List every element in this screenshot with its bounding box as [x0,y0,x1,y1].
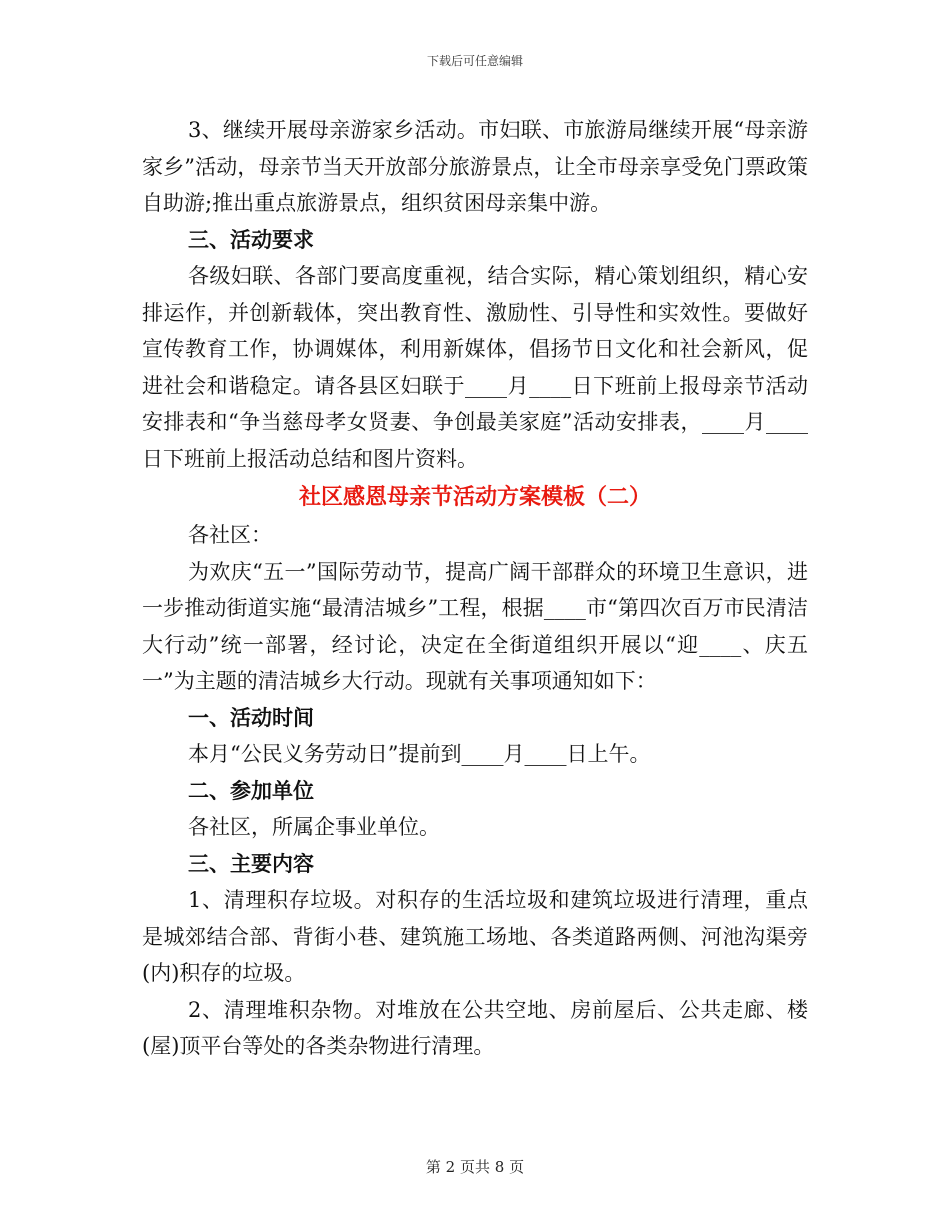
paragraph-salutation: 各社区： [188,523,272,547]
paragraph-intro: 为欢庆“五一”国际劳动节，提高广阔干部群众的环境卫生意识，进一步推动街道实施“最清洁城乡”工程，根据____市“第四次百万市民清洁大行动”统一部署，经讨论，决定在全街道组织开展以“迎____、庆五一”为主题的清洁城乡大行动。现就有关事项通知如下： [142,559,808,693]
paragraph-requirements: 各级妇联、各部门要高度重视，结合实际，精心策划组织，精心安排运作，并创新载体，突出教育性、激励性、引导性和实效性。要做好宣传教育工作，协调媒体，利用新媒体，倡扬节日文化和社会新风，促进社会和谐稳定。请各县区妇联于____月____日下班前上报母亲节活动安排表和“争当慈母孝女贤妻、争创最美家庭”活动安排表，____月____日下班前上报活动总结和图片资料。 [142,264,808,471]
heading-activity-requirements: 三、活动要求 [188,226,314,252]
page-header: 下载后可任意编辑 [426,54,523,68]
paragraph-participants: 各社区，所属企事业单位。 [188,815,440,839]
heading-participants: 二、参加单位 [188,777,314,803]
document-title: 社区感恩母亲节活动方案模板（二） [298,484,651,510]
paragraph-activity-time: 本月“公民义务劳动日”提前到____月____日上午。 [188,742,651,766]
heading-activity-time: 一、活动时间 [188,704,314,730]
paragraph-activity-3: 3、继续开展母亲游家乡活动。市妇联、市旅游局继续开展“母亲游家乡”活动，母亲节当天开放部分旅游景点，让全市母亲享受免门票政策自助游;推出重点旅游景点，组织贫困母亲集中游。 [142,118,808,215]
page-footer: 第 2 页共 8 页 [425,1158,525,1176]
paragraph-content-2: 2、清理堆积杂物。对堆放在公共空地、房前屋后、公共走廊、楼(屋)顶平台等处的各类杂物进行清理。 [142,997,808,1058]
document-body [142,112,808,1065]
heading-main-content: 三、主要内容 [188,850,314,876]
paragraph-content-1: 1、清理积存垃圾。对积存的生活垃圾和建筑垃圾进行清理，重点是城郊结合部、背街小巷、建筑施工场地、各类道路两侧、河池沟渠旁(内)积存的垃圾。 [142,888,808,985]
